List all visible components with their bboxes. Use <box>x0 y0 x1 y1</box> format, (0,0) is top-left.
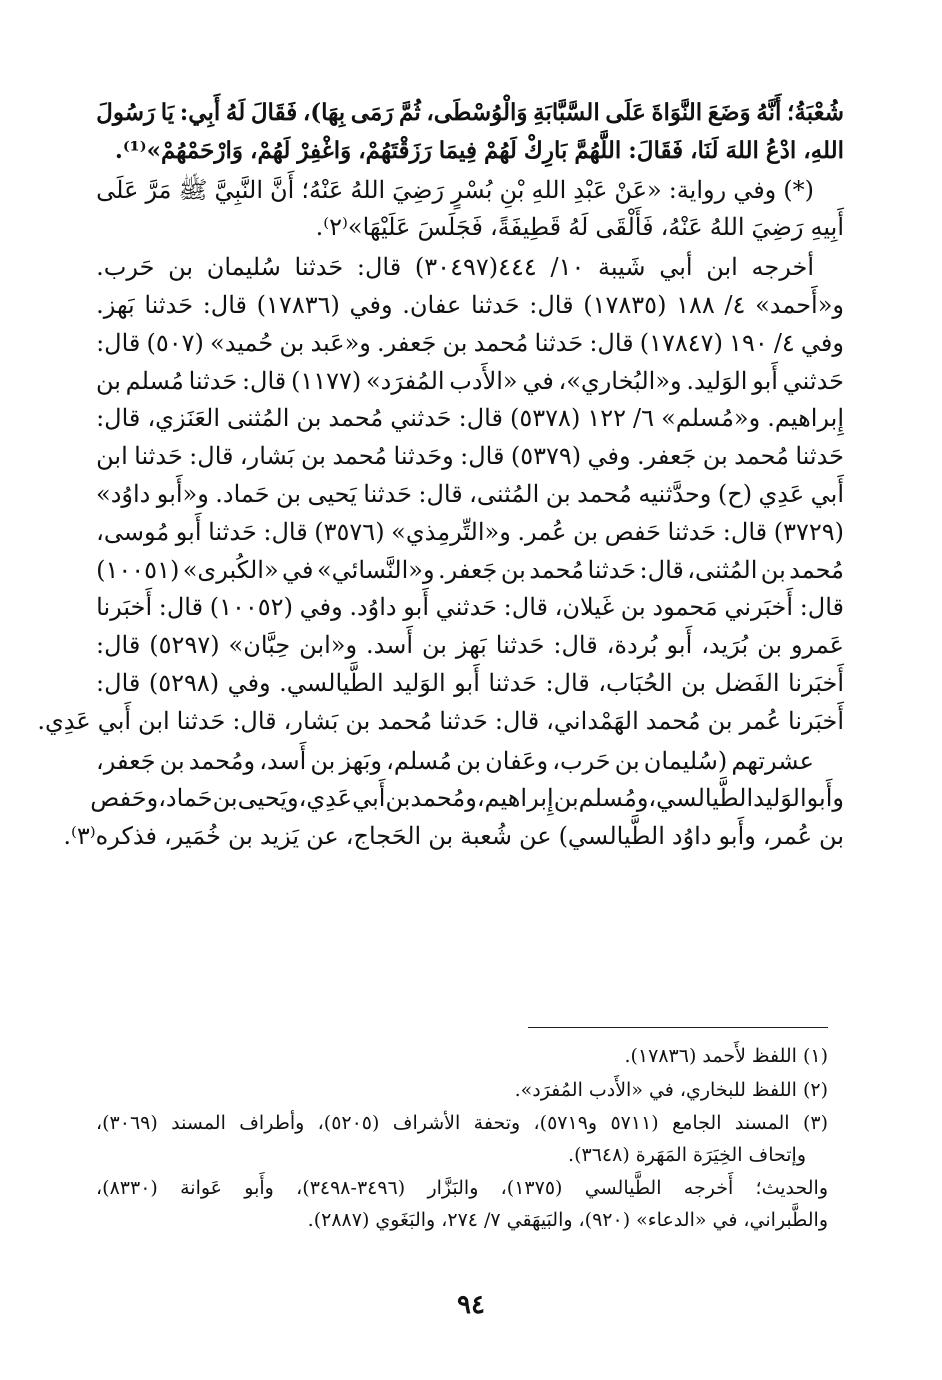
text-line: عَمرو بن بُرَيد، أَبو بُردة، قال: حَدثنا بَهز بن أَسد. و«ابن حِبَّان» (٥٢٩٧) قال: <box>96 631 844 660</box>
text-line: (٣٧٢٩) قال: حَدثنا حَفص بن عُمر. و«التِّرمِذي» (٣٥٧٦) قال: حَدثنا أَبو مُوسى، <box>96 517 844 546</box>
paragraph <box>96 172 844 248</box>
text-line: و«أَحمد» ٤/ ١٨٨ (١٧٨٣٥) قال: حَدثنا عفان. وفي (١٧٨٣٦) قال: حَدثنا بَهز. <box>96 290 844 319</box>
text-line: حَدثنا مُحمد بن جَعفر. وفي (٥٣٧٩) قال: وحَدثنا مُحمد بن بَشار، قال: حَدثنا ابن <box>96 442 844 471</box>
text-line: وفي ٤/ ١٩٠ (١٧٨٤٧) قال: حَدثنا مُحمد بن جَعفر. و«عَبد بن حُميد» (٥٠٧) قال: <box>96 328 844 357</box>
text-line: أَبِيهِ رَضِيَ اللهُ عَنْهُ، فَأَلْقَى لَهُ قَطِيفَةً، فَجَلَسَ عَلَيْهَا»⁽٢⁾. <box>315 213 844 242</box>
text-line: حَدثني أَبو الوَليد. و«البُخاري»، في «الأَدب المُفرَد» (١١٧٧) قال: حَدثنا مُسلم بن <box>96 366 844 395</box>
text-line: إِبراهيم. و«مُسلم» ٦/ ١٢٢ (٥٣٧٨) قال: حَدثني مُحمد بن المُثنى العَنَزي، قال: <box>96 404 844 433</box>
text-line: اللهِ، ادْعُ اللهَ لَنَا، فَقَالَ: اللَّهُمَّ بَارِكْ لَهُمْ فِيمَا رَزَقْتَهُمْ، وَاغْفِرْ لَهُمْ، وَارْحَمْهُمْ»⁽¹⁾. <box>114 136 844 164</box>
text-line: وإتحاف الخِيَرَة المَهَرة (٣٦٤٨). <box>568 1143 806 1166</box>
text-line: شُعْبَةُ؛ أَنَّهُ وَضَعَ النَّوَاةَ عَلَى السَّبَّابَةِ وَالْوُسْطَى، ثُمَّ رَمَى بِهَا)، فَقَالَ لَهُ أَبِي: يَا رَسُولَ <box>96 99 844 126</box>
text-line: وأَبو الوَليد الطَّيالسي، ومُسلم بن إِبراهيم، ومُحمد بن أَبي عَدِي، ويَحيى بن حَماد، وحَفص <box>90 784 844 813</box>
paragraph <box>96 94 844 170</box>
text-line: أَخبَرنا الفَضل بن الحُبَاب، قال: حَدثنا أَبو الوَليد الطَّيالسي. وفي (٥٢٩٨) قال: <box>96 668 844 697</box>
footnote-separator <box>528 1027 828 1028</box>
page-number: ٩٤ <box>457 1290 485 1320</box>
footnotes <box>96 1041 828 1238</box>
text-line: أَبي عَدِي (ح) وحدَّثنيه مُحمد بن المُثنى، قال: حَدثنا يَحيى بن حَماد. و«أَبو داوُد» <box>96 479 844 508</box>
paragraph <box>37 249 844 740</box>
text-line: والحديث؛ أَخرجه الطَّيالسي (١٣٧٥)، والبَزَّار (٣٤٩٦-٣٤٩٨)، وأَبو عَوانة (٨٣٣٠)، <box>96 1177 828 1199</box>
text-line: والطَّبراني، في «الدعاء» (٩٢٠)، والبَيهَقي ٧/ ٢٧٤، والبَغَوي (٢٨٨٧). <box>307 1208 828 1231</box>
text-line: (٣) المسند الجامع (٥٧١١ و٥٧١٩)، وتحفة الأشراف (٥٢٠٥)، وأطراف المسند (٣٠٦٩)، <box>96 1112 828 1134</box>
text-line: (٢) اللفظ للبخاري، في «الأَدب المُفرَد». <box>514 1078 828 1101</box>
footnote <box>96 1041 828 1073</box>
footnote <box>96 1108 828 1171</box>
text-line: قال: أَخبَرني مَحمود بن غَيلان، قال: حَدثني أَبو داوُد. وفي (١٠٠٥٢) قال: أَخبَرنا <box>96 593 844 622</box>
text-line: بن عُمر، وأَبو داوُد الطَّيالسي) عن شُعبة بن الحَجاج، عن يَزيد بن خُمَير، فذكره⁽٣⁾. <box>63 822 844 851</box>
main-text <box>37 94 844 856</box>
paragraph <box>63 743 844 856</box>
text-line: أَخبَرنا عُمر بن مُحمد الهَمْداني، قال: حَدثنا مُحمد بن بَشار، قال: حَدثنا ابن أَبي عَدِي. <box>37 706 844 735</box>
text-line: عشرتهم (سُليمان بن حَرب، وعَفان بن مُسلم، وبَهز بن أَسد، ومُحمد بن جَعفر، <box>96 746 814 775</box>
footnote <box>96 1075 828 1107</box>
text-line: (١) اللفظ لأَحمد (١٧٨٣٦). <box>624 1045 828 1067</box>
text-line: (*) وفي رواية: «عَنْ عَبْدِ اللهِ بْنِ بُسْرٍ رَضِيَ اللهُ عَنْهُ؛ أَنَّ النَّبِيَّ ﷺ مَرَّ عَلَى <box>96 175 814 204</box>
text-line: مُحمد بن المُثنى، قال: حَدثنا مُحمد بن جَعفر. و«النَّسائي» في «الكُبرى» (١٠٠٥١) <box>96 555 844 584</box>
text-line: أخرجه ابن أبي شَيبة ١٠/ ٤٤٤(٣٠٤٩٧) قال: حَدثنا سُليمان بن حَرب. <box>96 253 814 282</box>
footnote <box>96 1173 828 1236</box>
